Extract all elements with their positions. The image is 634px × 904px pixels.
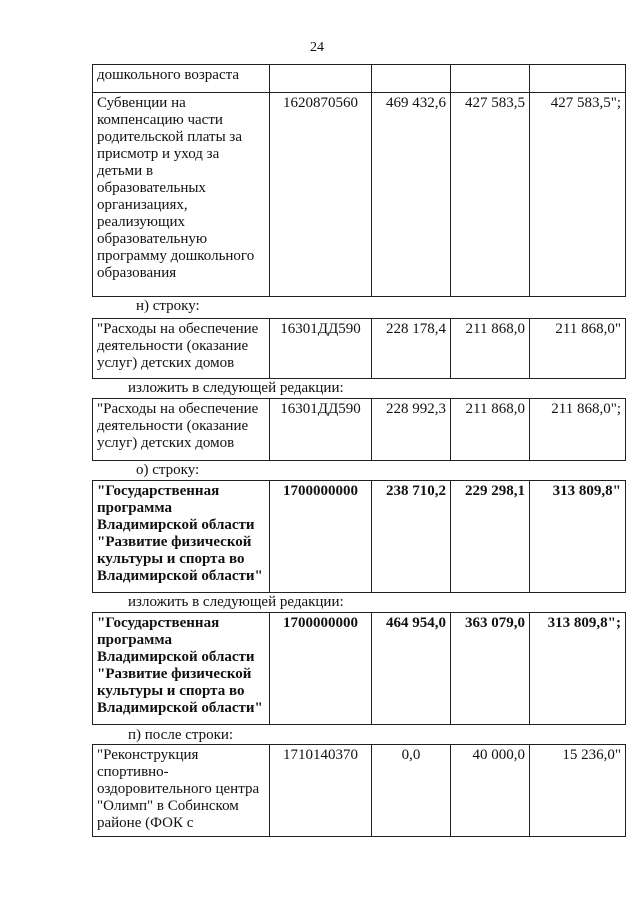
row-value-2-cell: 229 298,1 [451, 481, 530, 593]
row-value-1-cell [372, 65, 451, 93]
row-code-cell: 16301ДД590 [270, 319, 372, 379]
row-name-cell: "Расходы на обеспечение деятельности (оказание услуг) детских домов [93, 399, 270, 461]
row-value-2-cell: 211 868,0 [451, 399, 530, 461]
row-name-cell: "Государственная программа Владимирской области "Развитие физической культуры и спорта во Владимирской области" [93, 481, 270, 593]
row-value-3-cell [530, 65, 626, 93]
row-code-cell [270, 65, 372, 93]
row-value-3-cell: 15 236,0" [530, 745, 626, 837]
table-row [93, 613, 626, 725]
row-value-3-cell: 427 583,5"; [530, 93, 626, 297]
row-value-2-cell: 363 079,0 [451, 613, 530, 725]
instruction-n-edit: изложить в следующей редакции: [128, 380, 344, 396]
table-p [92, 744, 621, 837]
instruction-o-edit: изложить в следующей редакции: [128, 594, 344, 610]
table-n-old [92, 318, 621, 379]
row-code-cell: 16301ДД590 [270, 399, 372, 461]
instruction-p: п) после строки: [128, 727, 234, 743]
table-o-new [92, 612, 621, 725]
row-name-cell: "Расходы на обеспечение деятельности (оказание услуг) детских домов [93, 319, 270, 379]
row-value-2-cell: 40 000,0 [451, 745, 530, 837]
row-value-1-cell: 464 954,0 [372, 613, 451, 725]
row-value-1-cell: 238 710,2 [372, 481, 451, 593]
row-name-cell: "Реконструкция спортивно-оздоровительного центра "Олимп" в Собинском районе (ФОК с [93, 745, 270, 837]
instruction-n: н) строку: [136, 298, 200, 314]
instruction-o: о) строку: [136, 462, 200, 478]
table-row [93, 399, 626, 461]
row-code-cell: 1620870560 [270, 93, 372, 297]
row-value-1-cell: 228 178,4 [372, 319, 451, 379]
row-value-2-cell [451, 65, 530, 93]
row-value-1-cell: 228 992,3 [372, 399, 451, 461]
table-row [93, 745, 626, 837]
row-name-cell: "Государственная программа Владимирской области "Развитие физической культуры и спорта во Владимирской области" [93, 613, 270, 725]
row-value-3-cell: 211 868,0" [530, 319, 626, 379]
page-number: 24 [310, 40, 324, 55]
table-row [93, 65, 626, 93]
row-code-cell: 1710140370 [270, 745, 372, 837]
table-row [93, 481, 626, 593]
row-name-cell: Субвенции на компенсацию части родительской платы за присмотр и уход за детьми в образовательных организациях, реализующих образовательную программу дошкольного образования [93, 93, 270, 297]
row-value-1-cell: 469 432,6 [372, 93, 451, 297]
table-n-new [92, 398, 621, 461]
row-value-3-cell: 313 809,8" [530, 481, 626, 593]
row-code-cell: 1700000000 [270, 481, 372, 593]
table-row [93, 319, 626, 379]
row-value-1-cell: 0,0 [372, 745, 451, 837]
row-value-3-cell: 313 809,8"; [530, 613, 626, 725]
table-o-old [92, 480, 621, 593]
row-name-cell: дошкольного возраста [93, 65, 270, 93]
row-code-cell: 1700000000 [270, 613, 372, 725]
row-value-3-cell: 211 868,0"; [530, 399, 626, 461]
top-table [92, 64, 621, 297]
row-value-2-cell: 211 868,0 [451, 319, 530, 379]
table-row [93, 93, 626, 297]
row-value-2-cell: 427 583,5 [451, 93, 530, 297]
